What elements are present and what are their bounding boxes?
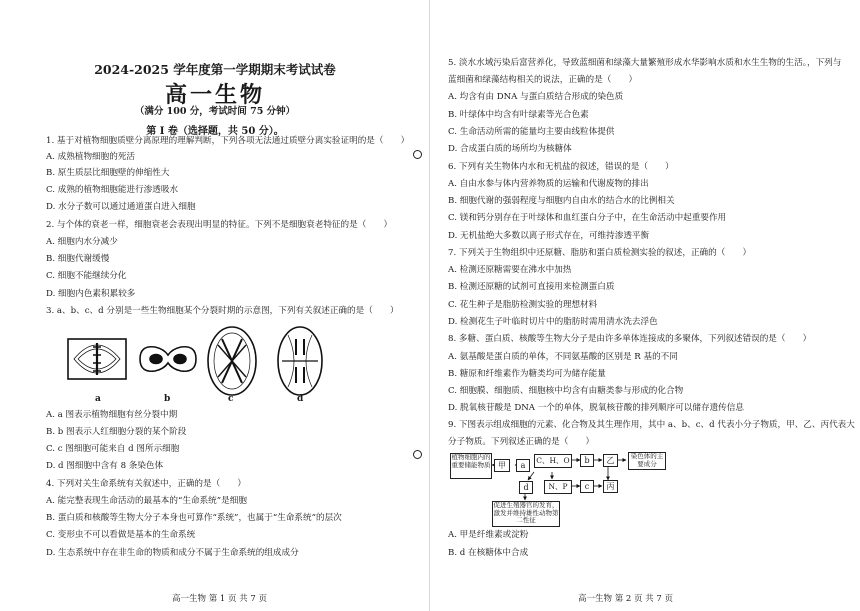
option-line: D. 脱氧核苷酸是 DNA 一个的单体，脱氧核苷酸的排列顺序可以储存遗传信息 bbox=[448, 403, 744, 413]
question-line: 7. 下列关于生物组织中还原糖、脂肪和蛋白质检测实验的叙述，正确的（ ） bbox=[448, 248, 752, 258]
box-jia: 甲 bbox=[494, 459, 510, 472]
cell-c-drawing bbox=[208, 327, 256, 395]
page-footer: 高一生物 第 2 页 共 7 页 bbox=[578, 594, 674, 604]
option-line: A. 细胞内水分减少 bbox=[46, 237, 118, 247]
option-line: B. 原生质层比细胞壁的伸缩性大 bbox=[46, 168, 170, 178]
option-line: B. 检测还原糖的试剂可直接用来检测蛋白质 bbox=[448, 282, 615, 292]
question-line: 8. 多糖、蛋白质、核酸等生物大分子是由许多单体连接成的多聚体，下列叙述错误的是（ ） bbox=[448, 334, 812, 344]
question-line: 4. 下列对关生命系统有关叙述中，正确的是（ ） bbox=[46, 479, 246, 489]
option-line: A. 氨基酸是蛋白质的单体，不同氨基酸的区别是 R 基的不同 bbox=[448, 352, 678, 362]
cell-a-drawing bbox=[68, 339, 126, 379]
option-line: C. 细胞不能继续分化 bbox=[46, 271, 127, 281]
box-elements-np: N、P bbox=[544, 480, 572, 494]
option-line: C. 镁和钙分别存在于叶绿体和血红蛋白分子中，在生命活动中起重要作用 bbox=[448, 213, 727, 223]
option-line: A. 均含有由 DNA 与蛋白质结合形成的染色质 bbox=[448, 92, 624, 102]
question-line: 2. 与个体的衰老一样，细胞衰老会表现出明显的特征。下列不是细胞衰老特征的是（ ） bbox=[46, 220, 393, 230]
exam-title: 2024-2025 学年度第一学期期末考试试卷 bbox=[94, 62, 336, 77]
box-yi: 乙 bbox=[603, 454, 618, 467]
option-line: D. 无机盐绝大多数以离子形式存在，可维持渗透平衡 bbox=[448, 231, 650, 241]
question-line: 6. 下列有关生物体内水和无机盐的叙述，错误的是（ ） bbox=[448, 162, 674, 172]
question-line: 5. 淡水水域污染后富营养化，导致蓝细菌和绿藻大量繁殖形成水华影响水质和水生生物的生活。，下列与 bbox=[448, 58, 842, 68]
cell-division-figure bbox=[60, 325, 350, 405]
figure-label-a: a bbox=[95, 394, 101, 404]
option-line: B. 糖原和纤维素作为糖类均可为储存能量 bbox=[448, 369, 606, 379]
option-line: C. c 图细胞可能来自 d 图所示细胞 bbox=[46, 444, 180, 454]
sex-hormone-role-box: 促进生殖器官的发育，激发并维持雄性动物第二性征 bbox=[492, 501, 560, 527]
option-line: C. 变形虫不可以看做是基本的生命系统 bbox=[46, 530, 196, 540]
page-footer: 高一生物 第 1 页 共 7 页 bbox=[172, 594, 268, 604]
option-line: B. b 图表示人红细胞分裂的某个阶段 bbox=[46, 427, 187, 437]
exam-subtitle: （满分 100 分，考试时间 75 分钟） bbox=[134, 106, 296, 117]
question-line: 9. 下图表示组成细胞的元素、化合物及其生理作用，其中 a、b、c、d 代表小分子物质，甲、乙、丙代表大 bbox=[448, 420, 855, 430]
option-line: B. 细胞代谢的强弱程度与细胞内自由水的结合水的比例相关 bbox=[448, 196, 675, 206]
figure-label-b: b bbox=[164, 394, 171, 404]
option-line: C. 细胞膜、细胞质、细胞核中均含有由糖类参与形成的化合物 bbox=[448, 386, 684, 396]
option-line: B. d 在核糖体中合成 bbox=[448, 548, 529, 558]
box-elements-cho: C、H、O bbox=[534, 454, 572, 468]
option-line: A. 自由水参与体内营养物质的运输和代谢废物的排出 bbox=[448, 179, 649, 189]
option-line: B. 细胞代谢缓慢 bbox=[46, 254, 110, 264]
cell-d-drawing bbox=[278, 327, 322, 395]
question-line: 1. 基于对植物细胞质壁分离原理的理解判断，下列各项无法通过质壁分离实验证明的是（ ） bbox=[46, 136, 410, 146]
plant-storage-box: 植物细胞内的重要储能物质 bbox=[450, 453, 492, 479]
box-bing: 丙 bbox=[603, 480, 618, 493]
box-d: d bbox=[519, 481, 533, 494]
binding-hole bbox=[413, 150, 422, 159]
option-line: B. 叶绿体中均含有叶绿素等光合色素 bbox=[448, 110, 589, 120]
option-line: A. 检测还原糖需要在沸水中加热 bbox=[448, 265, 572, 275]
option-line: D. 细胞内色素积累较多 bbox=[46, 289, 136, 299]
box-c: c bbox=[580, 480, 594, 493]
subject-heading: 高一生物 bbox=[164, 82, 265, 108]
cell-division-drawings bbox=[60, 325, 350, 405]
question-line: 蓝细菌和绿藻结构相关的说法，正确的是（ ） bbox=[448, 75, 638, 85]
option-line: D. 生态系统中存在非生命的物质和成分不属于生命系统的组成成分 bbox=[46, 548, 299, 558]
binding-hole bbox=[413, 450, 422, 459]
box-b: b bbox=[580, 454, 594, 467]
question-line: 分子物质。下列叙述正确的是（ ） bbox=[448, 437, 595, 447]
option-line: A. a 图表示植物细胞有丝分裂中期 bbox=[46, 410, 178, 420]
option-line: D. d 图细胞中含有 8 条染色体 bbox=[46, 461, 164, 471]
composition-diagram bbox=[448, 450, 693, 528]
exam-page-2 bbox=[430, 0, 860, 611]
box-a: a bbox=[516, 459, 530, 472]
option-line: D. 合成蛋白质的场所均为核糖体 bbox=[448, 144, 572, 154]
figure-label-c: c bbox=[228, 394, 234, 404]
option-line: A. 能完整表现生命活动的最基本的“生命系统”是细胞 bbox=[46, 496, 247, 506]
figure-label-d: d bbox=[297, 394, 304, 404]
option-line: B. 蛋白质和核酸等生物大分子本身也可算作“系统”，也属于“生命系统”的层次 bbox=[46, 513, 342, 523]
option-line: D. 检测花生子叶临时切片中的脂肪时需用清水洗去浮色 bbox=[448, 317, 658, 327]
option-line: C. 成熟的植物细胞能进行渗透吸水 bbox=[46, 185, 179, 195]
option-line: C. 生命活动所需的能量均主要由线粒体提供 bbox=[448, 127, 615, 137]
option-line: D. 水分子数可以通过通道蛋白进入细胞 bbox=[46, 202, 196, 212]
cell-b-drawing bbox=[140, 347, 196, 372]
chromosome-component-box: 染色体的主要成分 bbox=[628, 452, 666, 470]
option-line: A. 甲是纤维素或淀粉 bbox=[448, 530, 529, 540]
option-line: C. 花生种子是脂肪检测实验的理想材料 bbox=[448, 300, 598, 310]
section-heading: 第 I 卷（选择题，共 50 分）。 bbox=[146, 126, 284, 137]
question-line: 3. a、b、c、d 分别是一些生物细胞某个分裂时期的示意图，下列有关叙述正确的是（ ） bbox=[46, 306, 399, 316]
option-line: A. 成熟植物细胞的死活 bbox=[46, 152, 136, 162]
